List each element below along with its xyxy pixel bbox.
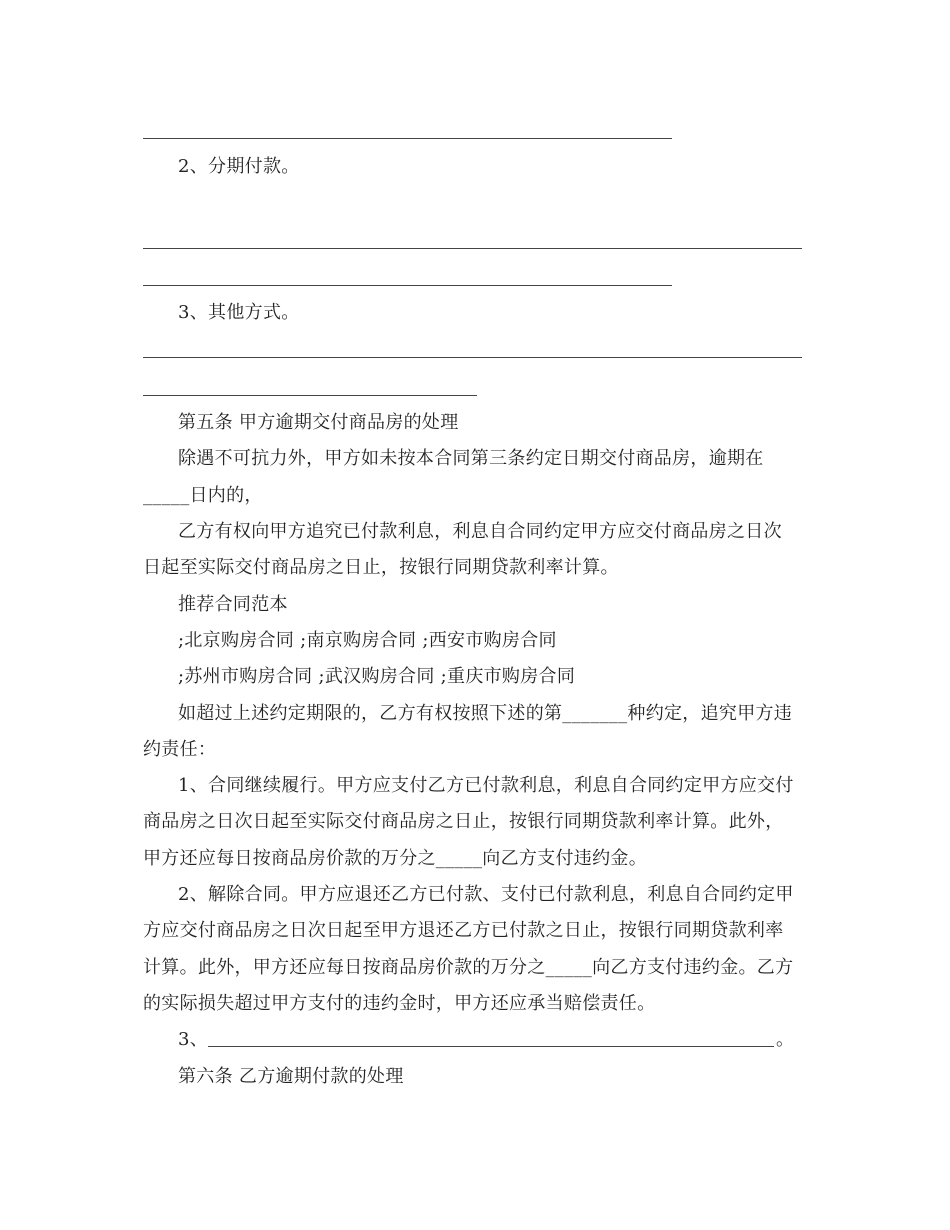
other-method-item: 3、其他方式。 <box>178 302 300 323</box>
article-5-paragraph-2-cont: 日起至实际交付商品房之日止，按银行同期贷款利率计算。 <box>143 557 619 578</box>
overdue-paragraph-cont: 约责任： <box>143 739 217 760</box>
overdue-paragraph: 如超过上述约定期限的，乙方有权按照下述的第_______种约定，追究甲方违 <box>178 703 793 724</box>
blank-line <box>143 285 672 286</box>
clause-2-cont: 的实际损失超过甲方支付的违约金时，甲方还应承当赔偿责任。 <box>143 993 656 1014</box>
recommend-heading: 推荐合同范本 <box>178 594 288 615</box>
blank-line <box>143 248 802 249</box>
article-5-paragraph-1-cont: _____日内的， <box>143 485 263 506</box>
clause-1-cont: 商品房之日次日起至实际交付商品房之日止，按银行同期贷款利率计算。此外， <box>143 811 784 832</box>
clause-2-cont: 计算。此外，甲方还应每日按商品房价款的万分之_____向乙方支付违约金。乙方 <box>143 957 794 978</box>
contract-links-row-1[interactable]: ;北京购房合同 ;南京购房合同 ;西安市购房合同 <box>178 630 557 651</box>
article-5-title: 第五条 甲方逾期交付商品房的处理 <box>178 412 459 433</box>
contract-links-row-2[interactable]: ;苏州市购房合同 ;武汉购房合同 ;重庆市购房合同 <box>178 666 576 687</box>
blank-line <box>143 138 672 139</box>
installment-item: 2、分期付款。 <box>178 156 300 177</box>
article-6-title: 第六条 乙方逾期付款的处理 <box>178 1066 404 1087</box>
blank-line <box>143 395 477 396</box>
clause-2: 2、解除合同。甲方应退还乙方已付款、支付已付款利息，利息自合同约定甲 <box>178 884 794 905</box>
clause-2-cont: 方应交付商品房之日次日起至甲方退还乙方已付款之日止，按银行同期贷款利率 <box>143 920 784 941</box>
clause-1-cont: 甲方还应每日按商品房价款的万分之_____向乙方支付违约金。 <box>143 848 647 869</box>
article-5-paragraph-1: 除遇不可抗力外，甲方如未按本合同第三条约定日期交付商品房，逾期在 <box>178 448 764 469</box>
clause-3-prefix: 3、 <box>178 1029 209 1050</box>
clause-1: 1、合同继续履行。甲方应支付乙方已付款利息，利息自合同约定甲方应交付 <box>178 775 794 796</box>
clause-3-blank-line <box>208 1046 774 1047</box>
blank-line <box>143 357 802 358</box>
clause-3-suffix: 。 <box>776 1029 795 1050</box>
article-5-paragraph-2: 乙方有权向甲方追究已付款利息，利息自合同约定甲方应交付商品房之日次 <box>178 521 782 542</box>
